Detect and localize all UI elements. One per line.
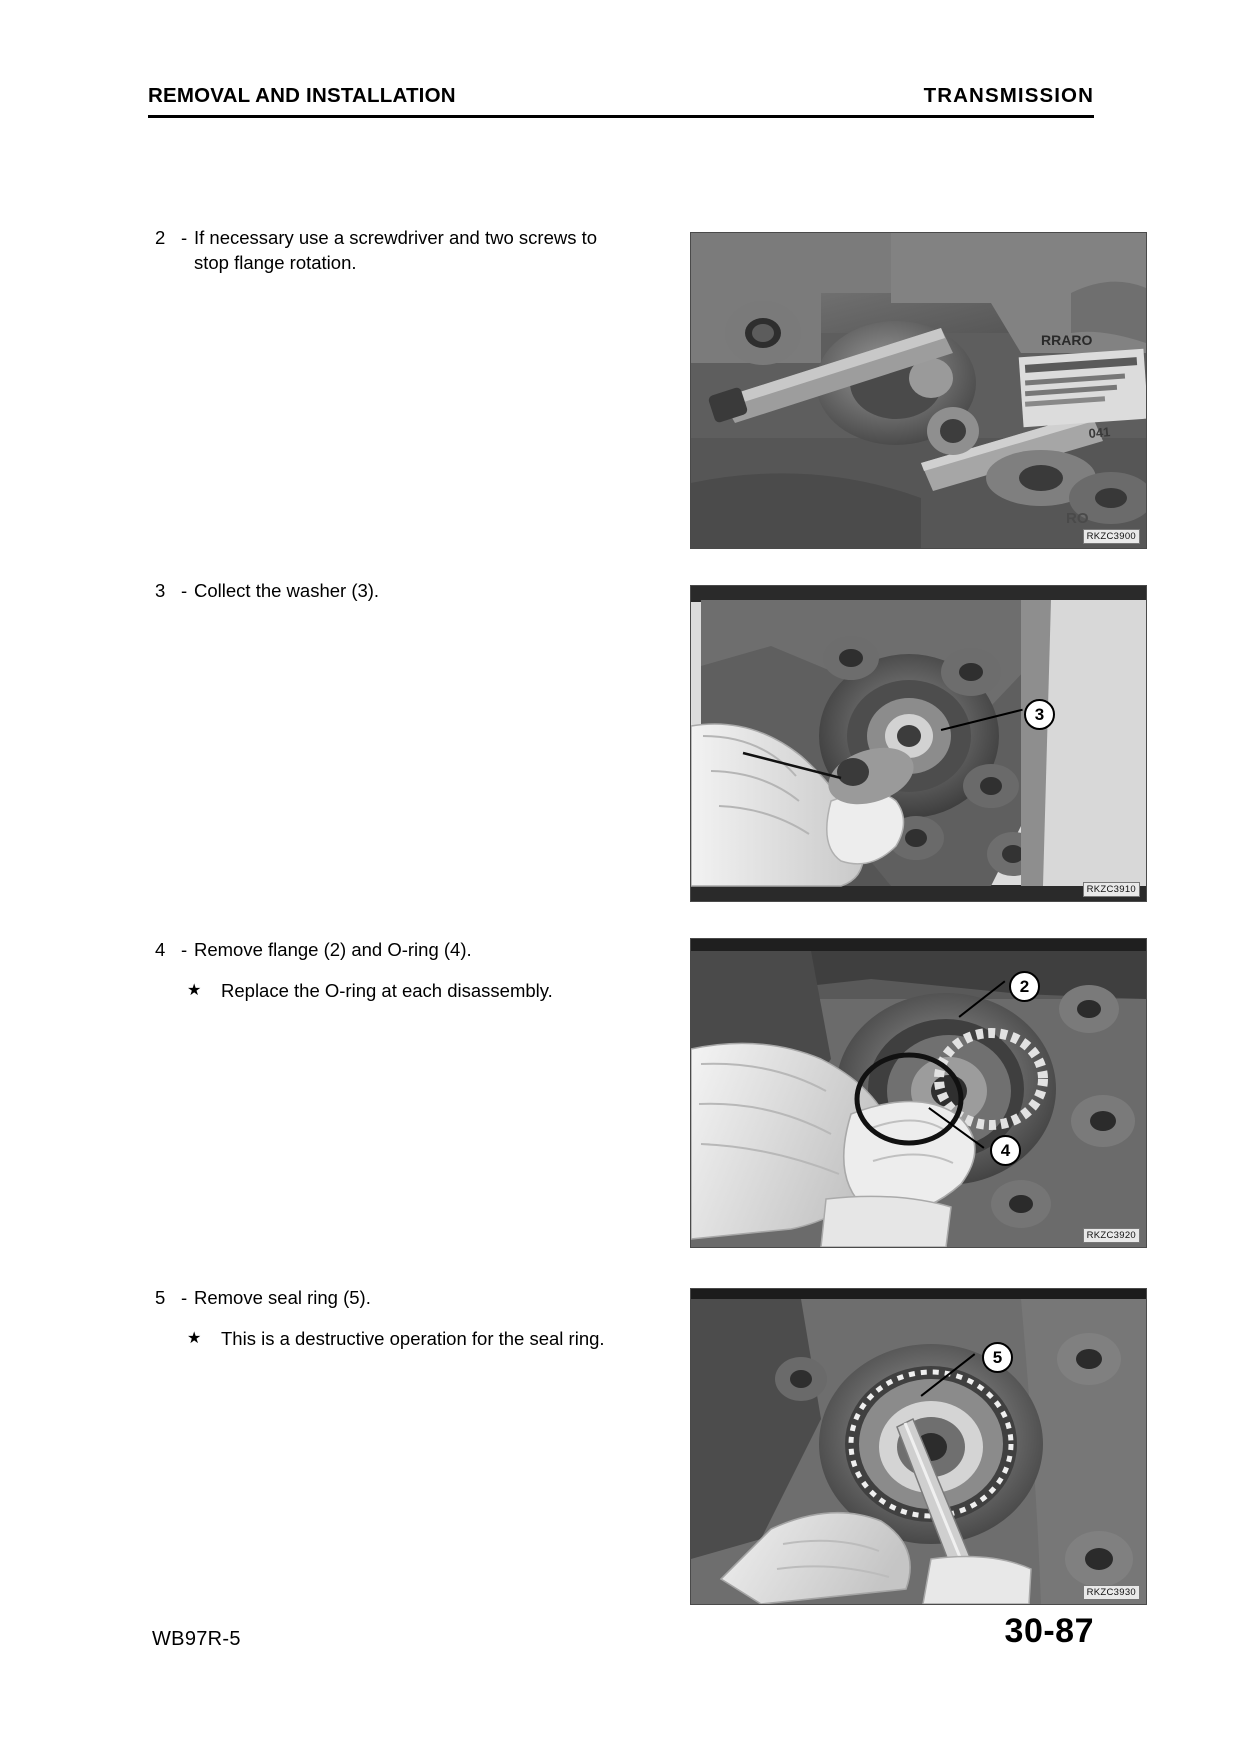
svg-text:041: 041 (1087, 424, 1111, 441)
step-5-dash: - (181, 1287, 188, 1308)
photo-remove-seal-ring (691, 1289, 1146, 1604)
header-section-title: REMOVAL AND INSTALLATION (148, 84, 456, 107)
figure-rkzc3930 (690, 1288, 1147, 1605)
svg-text:RO: RO (1066, 510, 1089, 527)
footer-model: WB97R-5 (152, 1628, 241, 1650)
step-5 (155, 1285, 625, 1351)
step-5-number: 5 (155, 1287, 166, 1308)
step-4-dash: - (181, 939, 188, 960)
step-5-text: Remove seal ring (5). (194, 1287, 371, 1308)
figure-1-code: RKZC3900 (1083, 529, 1140, 544)
photo-remove-flange-oring (691, 939, 1146, 1247)
step-4-note-text: Replace the O-ring at each disassembly. (221, 980, 553, 1001)
step-3 (155, 578, 625, 603)
step-5-note-text: This is a destructive operation for the seal ring. (221, 1328, 605, 1349)
step-4-number: 4 (155, 939, 166, 960)
callout-5: 5 (982, 1342, 1013, 1373)
callout-2: 2 (1009, 971, 1040, 1002)
step-2-number: 2 (155, 227, 166, 248)
figure-rkzc3910 (690, 585, 1147, 902)
step-5-note (187, 1326, 625, 1351)
photo-collect-washer (691, 586, 1146, 901)
page-header (148, 84, 1094, 108)
step-3-dash: - (181, 580, 188, 601)
star-icon: ★ (187, 1330, 202, 1347)
photo-transmission-flange-screwdriver (691, 233, 1146, 548)
step-2-dash: - (181, 227, 188, 248)
callout-3: 3 (1024, 699, 1055, 730)
step-2-text: If necessary use a screwdriver and two screws to stop flange rotation. (194, 227, 598, 273)
figure-4-code: RKZC3930 (1083, 1585, 1140, 1600)
star-icon: ★ (187, 982, 202, 999)
header-divider (148, 115, 1094, 118)
figure-3-code: RKZC3920 (1083, 1228, 1140, 1243)
footer-page-number: 30-87 (1004, 1612, 1094, 1650)
step-4-text: Remove flange (2) and O-ring (4). (194, 939, 472, 960)
figure-2-code: RKZC3910 (1083, 882, 1140, 897)
step-4 (155, 937, 625, 1003)
header-subject-title: TRANSMISSION (923, 84, 1094, 107)
figure-rkzc3900 (690, 232, 1147, 549)
step-4-note (187, 978, 625, 1003)
step-3-number: 3 (155, 580, 166, 601)
callout-4: 4 (990, 1135, 1021, 1166)
svg-text:RRARO: RRARO (1041, 332, 1093, 348)
step-3-text: Collect the washer (3). (194, 580, 380, 601)
step-2 (155, 225, 625, 275)
figure-rkzc3920 (690, 938, 1147, 1248)
